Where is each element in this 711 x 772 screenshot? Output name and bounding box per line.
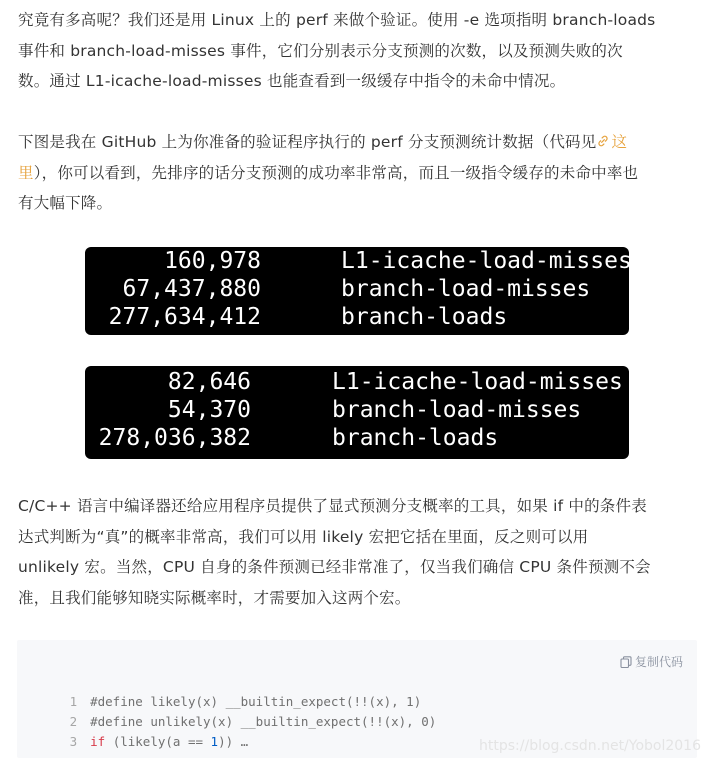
perf-output-unsorted — [85, 366, 629, 459]
line-number: 2 — [69, 714, 78, 729]
code-line — [17, 712, 249, 749]
perf-count: 278,036,382 — [98, 425, 251, 451]
code-number: 1 — [210, 734, 219, 749]
perf-event: branch-load-misses — [341, 276, 591, 302]
paragraph-line: 有大幅下降。 — [18, 194, 113, 212]
paragraph-line: 究竟有多高呢？我们还是用 Linux 上的 perf 来做个验证。使用 -e 选项指明 branch-loads — [18, 11, 656, 29]
perf-count: 54,370 — [167, 397, 251, 423]
code-link[interactable] — [596, 133, 627, 151]
code-line — [17, 672, 422, 709]
code-link-text[interactable]: 这 — [611, 133, 628, 151]
paragraph-line: unlikely 宏。当然，CPU 自身的条件预测已经非常准了，仅当我们确信 CPU 条件预测不会 — [18, 558, 651, 576]
perf-count: 82,646 — [167, 369, 251, 395]
paragraph-text: 下图是我在 GitHub 上为你准备的验证程序执行的 perf 分支预测统计数据（代码见 — [18, 133, 597, 151]
paragraph-line — [18, 127, 698, 158]
paragraph-line: 达式判断为“真”的概率非常高，我们可以用 likely 宏把它括在里面，反之则可以用 — [18, 527, 589, 546]
perf-count: 277,634,412 — [108, 304, 261, 330]
perf-event: branch-load-misses — [332, 397, 582, 423]
paragraph-text: ），你可以看到，先排序的话分支预测的成功率非常高，而且一级指令缓存的未命中率也 — [33, 163, 639, 182]
paragraph-likely-macro — [18, 491, 698, 613]
perf-event: L1-icache-load-misses — [332, 369, 623, 395]
perf-event: branch-loads — [341, 304, 508, 330]
paragraph-perf-intro — [18, 5, 698, 97]
perf-event: L1-icache-load-misses — [341, 248, 632, 274]
paragraph-line: C/C++ 语言中编译器还给应用程序员提供了显式预测分支概率的工具，如果 if 中的条件表 — [18, 497, 647, 515]
paragraph-line: 事件和 branch-load-misses 事件，它们分别表示分支预测的次数，以及预测失败的次 — [18, 41, 623, 60]
perf-count: 67,437,880 — [122, 276, 261, 302]
watermark: https://blog.csdn.net/Yobol2016 — [479, 738, 701, 754]
code-text: #define unlikely(x) __builtin_expect(!!(x), 0) — [90, 714, 437, 729]
code-line — [17, 692, 437, 729]
link-icon — [596, 134, 610, 148]
code-keyword: if — [90, 734, 106, 749]
line-number: 3 — [69, 734, 78, 749]
paragraph-line — [18, 158, 698, 189]
line-number: 1 — [69, 694, 78, 709]
paragraph-perf-stats — [18, 127, 698, 219]
copy-icon — [620, 656, 632, 668]
copy-code-button[interactable] — [620, 653, 683, 670]
code-text: #define likely(x) __builtin_expect(!!(x), 1) — [90, 694, 422, 709]
paragraph-line: 准，且我们能够知晓实际概率时，才需要加入这两个宏。 — [18, 588, 411, 607]
perf-output-sorted — [85, 247, 632, 335]
perf-event: branch-loads — [332, 425, 499, 451]
copy-code-label[interactable]: 复制代码 — [634, 655, 683, 669]
code-text: )) … — [218, 734, 249, 749]
code-link-continued[interactable]: 里 — [18, 163, 34, 182]
perf-count: 160,978 — [164, 248, 261, 274]
paragraph-line: 数。通过 L1-icache-load-misses 也能查看到一级缓存中指令的未命中情况。 — [18, 72, 566, 90]
code-text: (likely(a == — [105, 734, 211, 749]
